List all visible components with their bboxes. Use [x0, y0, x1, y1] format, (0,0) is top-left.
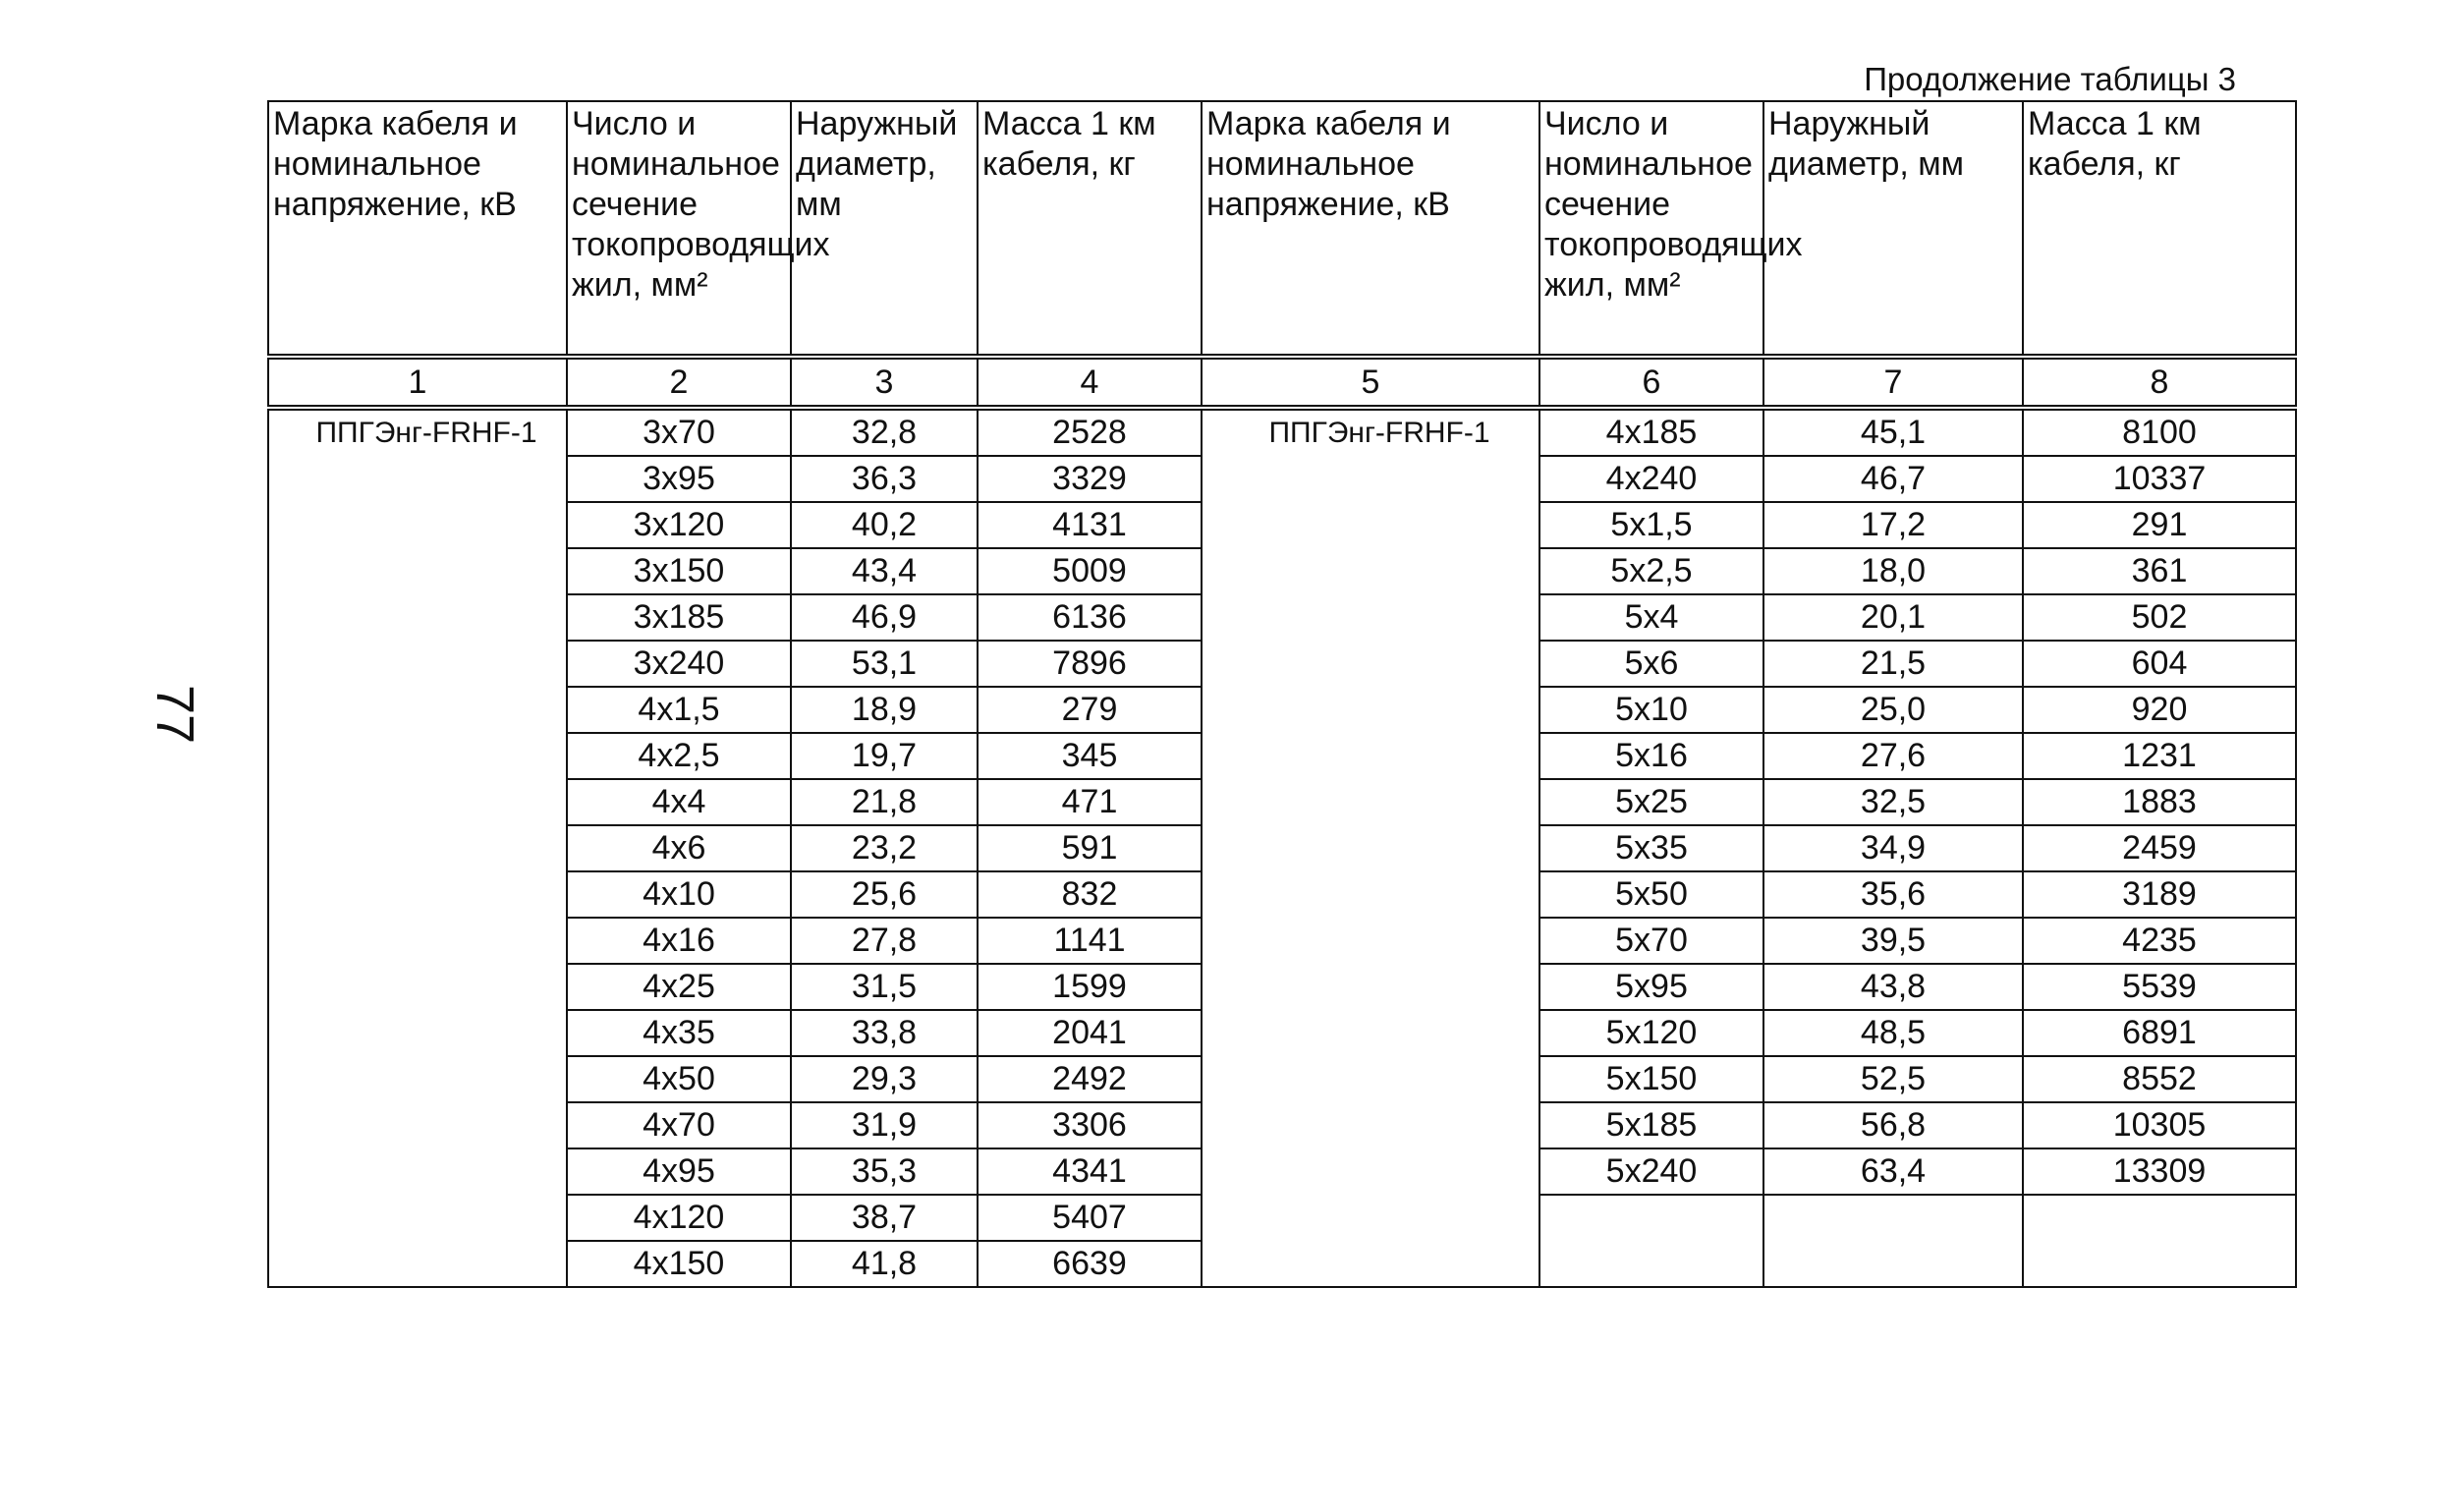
outer-diameter-cell: 32,8: [791, 408, 978, 456]
column-number: 7: [1763, 357, 2023, 408]
header-outer-diameter: Наружный диаметр, мм: [791, 101, 978, 357]
mass-cell-2: 5539: [2023, 964, 2296, 1010]
outer-diameter-cell: 33,8: [791, 1010, 978, 1056]
column-number: 8: [2023, 357, 2296, 408]
outer-diameter-cell-2: 63,4: [1763, 1148, 2023, 1195]
core-section-cell: 4х6: [567, 825, 791, 871]
outer-diameter-cell-2: 56,8: [1763, 1102, 2023, 1148]
column-number: 1: [268, 357, 567, 408]
header-mass-per-km: Масса 1 км кабеля, кг: [978, 101, 1202, 357]
core-section-cell: 4х4: [567, 779, 791, 825]
mass-cell-2: 6891: [2023, 1010, 2296, 1056]
core-section-cell-2: 5х25: [1539, 779, 1763, 825]
outer-diameter-cell-2: 43,8: [1763, 964, 2023, 1010]
outer-diameter-cell: 40,2: [791, 502, 978, 548]
core-section-cell: 4х70: [567, 1102, 791, 1148]
mass-cell-2: 920: [2023, 687, 2296, 733]
core-section-cell-2: 5х2,5: [1539, 548, 1763, 594]
outer-diameter-cell: 41,8: [791, 1241, 978, 1287]
mass-cell: 2492: [978, 1056, 1202, 1102]
outer-diameter-cell: 38,7: [791, 1195, 978, 1241]
mass-cell-2: 10337: [2023, 456, 2296, 502]
mass-cell-2: 8552: [2023, 1056, 2296, 1102]
mass-cell: 2528: [978, 408, 1202, 456]
core-section-cell-2: 5х95: [1539, 964, 1763, 1010]
core-section-cell: 4х50: [567, 1056, 791, 1102]
outer-diameter-cell-2: 52,5: [1763, 1056, 2023, 1102]
core-section-cell: 4х95: [567, 1148, 791, 1195]
core-section-cell: 4х25: [567, 964, 791, 1010]
core-section-cell: 4х150: [567, 1241, 791, 1287]
cable-spec-table: [267, 100, 2297, 1288]
header-outer-diameter-2: Наружный диаметр, мм: [1763, 101, 2023, 357]
outer-diameter-cell-2: 18,0: [1763, 548, 2023, 594]
core-section-cell-2: 5х16: [1539, 733, 1763, 779]
mass-cell: 471: [978, 779, 1202, 825]
mass-cell-2: 4235: [2023, 918, 2296, 964]
mass-cell: 6639: [978, 1241, 1202, 1287]
core-section-cell-2: 5х10: [1539, 687, 1763, 733]
outer-diameter-cell: 53,1: [791, 641, 978, 687]
core-section-cell-2: 5х35: [1539, 825, 1763, 871]
empty-cell: [1763, 1195, 2023, 1287]
table-continuation-label: Продолжение таблицы 3: [1864, 61, 2236, 97]
core-section-cell-2: 5х120: [1539, 1010, 1763, 1056]
mass-cell: 832: [978, 871, 1202, 918]
core-section-cell: 3х185: [567, 594, 791, 641]
core-section-cell: 3х150: [567, 548, 791, 594]
core-section-cell-2: 5х150: [1539, 1056, 1763, 1102]
cable-brand-cell: ППГЭнг-FRHF-1: [268, 408, 567, 1287]
core-section-cell: 3х70: [567, 408, 791, 456]
mass-cell-2: 10305: [2023, 1102, 2296, 1148]
header-cable-brand: Марка кабеля и номинальное напряжение, кВ: [268, 101, 567, 357]
outer-diameter-cell: 46,9: [791, 594, 978, 641]
mass-cell-2: 1883: [2023, 779, 2296, 825]
outer-diameter-cell-2: 32,5: [1763, 779, 2023, 825]
outer-diameter-cell: 36,3: [791, 456, 978, 502]
core-section-cell-2: 5х1,5: [1539, 502, 1763, 548]
outer-diameter-cell: 35,3: [791, 1148, 978, 1195]
outer-diameter-cell-2: 20,1: [1763, 594, 2023, 641]
column-number: 3: [791, 357, 978, 408]
outer-diameter-cell-2: 35,6: [1763, 871, 2023, 918]
mass-cell-2: 604: [2023, 641, 2296, 687]
page-number: 77: [145, 684, 205, 745]
mass-cell: 4341: [978, 1148, 1202, 1195]
mass-cell: 4131: [978, 502, 1202, 548]
mass-cell: 3329: [978, 456, 1202, 502]
outer-diameter-cell: 23,2: [791, 825, 978, 871]
empty-cell: [2023, 1195, 2296, 1287]
outer-diameter-cell-2: 48,5: [1763, 1010, 2023, 1056]
outer-diameter-cell: 31,5: [791, 964, 978, 1010]
core-section-cell: 3х95: [567, 456, 791, 502]
outer-diameter-cell-2: 34,9: [1763, 825, 2023, 871]
outer-diameter-cell-2: 21,5: [1763, 641, 2023, 687]
mass-cell: 279: [978, 687, 1202, 733]
core-section-cell-2: 5х240: [1539, 1148, 1763, 1195]
column-number: 4: [978, 357, 1202, 408]
outer-diameter-cell-2: 45,1: [1763, 408, 2023, 456]
outer-diameter-cell: 31,9: [791, 1102, 978, 1148]
core-section-cell-2: 5х185: [1539, 1102, 1763, 1148]
outer-diameter-cell: 27,8: [791, 918, 978, 964]
core-section-cell: 4х1,5: [567, 687, 791, 733]
table-row: [268, 408, 2296, 456]
outer-diameter-cell: 25,6: [791, 871, 978, 918]
mass-cell: 591: [978, 825, 1202, 871]
core-section-cell-2: 5х70: [1539, 918, 1763, 964]
core-section-cell: 3х120: [567, 502, 791, 548]
table-header-row: [268, 101, 2296, 357]
mass-cell-2: 1231: [2023, 733, 2296, 779]
core-section-cell: 3х240: [567, 641, 791, 687]
mass-cell: 345: [978, 733, 1202, 779]
header-core-count-section: Число и номинальное сечение токопроводящих жил, мм²: [567, 101, 791, 357]
cable-brand-cell-2: ППГЭнг-FRHF-1: [1202, 408, 1539, 1287]
header-core-count-section-2: Число и номинальное сечение токопроводящих жил, мм²: [1539, 101, 1763, 357]
outer-diameter-cell-2: 25,0: [1763, 687, 2023, 733]
core-section-cell-2: 5х50: [1539, 871, 1763, 918]
header-mass-per-km-2: Масса 1 км кабеля, кг: [2023, 101, 2296, 357]
outer-diameter-cell: 43,4: [791, 548, 978, 594]
outer-diameter-cell: 29,3: [791, 1056, 978, 1102]
core-section-cell: 4х16: [567, 918, 791, 964]
core-section-cell-2: 5х4: [1539, 594, 1763, 641]
mass-cell-2: 502: [2023, 594, 2296, 641]
mass-cell-2: 361: [2023, 548, 2296, 594]
core-section-cell: 4х2,5: [567, 733, 791, 779]
mass-cell-2: 3189: [2023, 871, 2296, 918]
column-number: 5: [1202, 357, 1539, 408]
core-section-cell-2: 4х185: [1539, 408, 1763, 456]
empty-cell: [1539, 1195, 1763, 1287]
outer-diameter-cell: 21,8: [791, 779, 978, 825]
mass-cell: 6136: [978, 594, 1202, 641]
outer-diameter-cell-2: 39,5: [1763, 918, 2023, 964]
core-section-cell-2: 4х240: [1539, 456, 1763, 502]
outer-diameter-cell-2: 46,7: [1763, 456, 2023, 502]
header-cable-brand-2: Марка кабеля и номинальное напряжение, кВ: [1202, 101, 1539, 357]
core-section-cell: 4х10: [567, 871, 791, 918]
column-number: 2: [567, 357, 791, 408]
outer-diameter-cell-2: 27,6: [1763, 733, 2023, 779]
mass-cell: 3306: [978, 1102, 1202, 1148]
mass-cell: 5407: [978, 1195, 1202, 1241]
outer-diameter-cell: 18,9: [791, 687, 978, 733]
core-section-cell: 4х120: [567, 1195, 791, 1241]
mass-cell: 2041: [978, 1010, 1202, 1056]
mass-cell-2: 13309: [2023, 1148, 2296, 1195]
mass-cell: 7896: [978, 641, 1202, 687]
mass-cell-2: 2459: [2023, 825, 2296, 871]
mass-cell-2: 291: [2023, 502, 2296, 548]
mass-cell: 1141: [978, 918, 1202, 964]
outer-diameter-cell: 19,7: [791, 733, 978, 779]
outer-diameter-cell-2: 17,2: [1763, 502, 2023, 548]
mass-cell: 5009: [978, 548, 1202, 594]
core-section-cell-2: 5х6: [1539, 641, 1763, 687]
column-number: 6: [1539, 357, 1763, 408]
mass-cell-2: 8100: [2023, 408, 2296, 456]
mass-cell: 1599: [978, 964, 1202, 1010]
table-body: [268, 408, 2296, 1287]
core-section-cell: 4х35: [567, 1010, 791, 1056]
column-number-row: [268, 357, 2296, 408]
